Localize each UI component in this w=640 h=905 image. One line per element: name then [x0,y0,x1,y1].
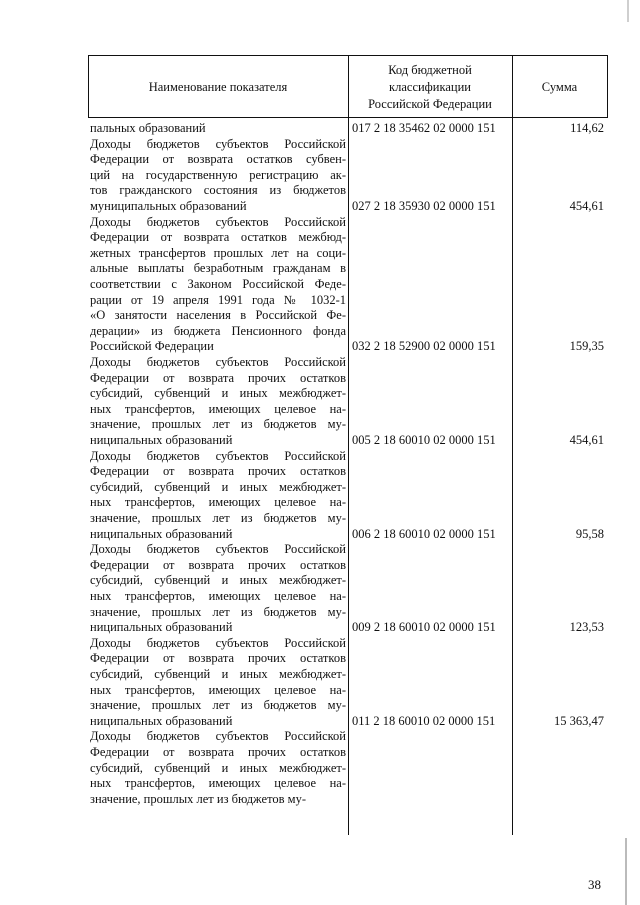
indicator-name [90,636,346,730]
indicator-name-line: Доходы бюджетов субъектов Российской [90,542,346,557]
indicator-name-line: субсидий, субвенций и иных межбюджет- [90,666,346,681]
indicator-name-line: альные выплаты безработным гражданам в [90,261,346,276]
indicator-name-line: Российской Федерации [90,339,214,354]
indicator-name-line: Доходы бюджетов субъектов Российской [90,448,346,463]
indicator-name-line: Федерации от возврата прочих остатков [90,651,346,666]
header-name: Наименование показателя [148,80,288,94]
budget-code: 006 2 18 60010 02 0000 151 [352,526,496,541]
indicator-name-line: Доходы бюджетов субъектов Российской [90,635,346,650]
indicator-name-line: муниципальных образований [90,198,247,213]
indicator-name-line: значение, прошлых лет из бюджетов му- [90,791,306,806]
indicator-name-line: дерации» из бюджета Пенсионного фонда [90,323,346,338]
indicator-name-line: ций на государственную регистрацию ак- [90,167,346,182]
amount-value: 454,61 [569,433,604,447]
indicator-name-line: рации от 19 апреля 1991 года № 1032-1 [90,292,346,307]
indicator-name-line: пальных образований [90,121,206,135]
indicator-name-line: субсидий, субвенций и иных межбюджет- [90,479,346,494]
indicator-name-line: Федерации от возврата прочих остатков [90,370,346,385]
indicator-name-line: соответствии с Законом Российской Феде- [90,276,346,291]
indicator-name-line: значение, прошлых лет из бюджетов му- [90,417,346,432]
indicator-name-line: Федерации от возврата прочих остатков [90,744,346,759]
indicator-name [90,137,346,215]
amount-value: 114,62 [570,121,604,135]
indicator-name-line: Доходы бюджетов субъектов Российской [90,136,346,151]
indicator-name-line: Федерации от возврата прочих остатков [90,557,346,572]
scan-edge-line [625,838,627,905]
indicator-name-line: ных трансфертов, имеющих целевое на- [90,401,346,416]
amount-value: 15 363,47 [554,713,604,728]
indicator-name-line: Доходы бюджетов субъектов Российской [90,355,346,369]
indicator-name-line: ниципальных образований [90,432,233,447]
indicator-name-line: Доходы бюджетов субъектов Российской [90,214,346,229]
indicator-name [90,729,346,807]
indicator-name-line: ниципальных образований [90,526,233,541]
indicator-name-line: Федерации от возврата остатков межбюд- [90,230,346,245]
indicator-name-line: субсидий, субвенций и иных межбюджет- [90,760,346,775]
indicator-name-line: субсидий, субвенций и иных межбюджет- [90,386,346,401]
header-sum: Сумма [541,80,578,94]
indicator-name-line: Федерации от возврата прочих остатков [90,464,346,479]
indicator-name-line: ных трансфертов, имеющих целевое на- [90,776,346,791]
amount-value: 454,61 [569,199,604,213]
indicator-name-line: ных трансфертов, имеющих целевое на- [90,495,346,510]
page-edge-mark [627,0,629,22]
indicator-name-line: значение, прошлых лет из бюджетов му- [90,604,346,619]
indicator-name-line: жетных трансфертов прошлых лет на соци- [90,245,346,260]
indicator-name-line: Доходы бюджетов субъектов Российской [90,729,346,744]
indicator-name-line: ниципальных образований [90,713,233,728]
indicator-name [90,355,346,449]
amount-value: 159,35 [569,339,604,354]
amount-value: 95,58 [575,526,604,541]
indicator-name-line: Федерации от возврата остатков субвен- [90,152,346,167]
amount-value: 123,53 [569,620,604,635]
indicator-name [90,121,346,137]
indicator-name-line: тов гражданского состояния из бюджетов [90,183,346,198]
indicator-name-line: ных трансфертов, имеющих целевое на- [90,682,346,697]
indicator-name [90,215,346,355]
budget-code: 005 2 18 60010 02 0000 151 [352,433,496,447]
page-number: 38 [588,877,601,892]
indicator-name-line: значение, прошлых лет из бюджетов му- [90,698,346,713]
header-code: Код бюджетной классификации Российской Федерации [368,63,492,111]
indicator-name-line: значение, прошлых лет из бюджетов му- [90,510,346,525]
indicator-name-line: субсидий, субвенций и иных межбюджет- [90,573,346,588]
indicator-name-line: ниципальных образований [90,620,233,635]
indicator-name [90,449,346,543]
indicator-name-line: «О занятости населения в Российской Фе- [90,308,346,323]
budget-code: 017 2 18 35462 02 0000 151 [352,121,496,135]
budget-code: 032 2 18 52900 02 0000 151 [352,339,496,354]
indicator-name-line: ных трансфертов, имеющих целевое на- [90,588,346,603]
budget-code: 027 2 18 35930 02 0000 151 [352,199,496,213]
indicator-name [90,542,346,636]
budget-code: 009 2 18 60010 02 0000 151 [352,620,496,635]
budget-code: 011 2 18 60010 02 0000 151 [352,713,496,728]
